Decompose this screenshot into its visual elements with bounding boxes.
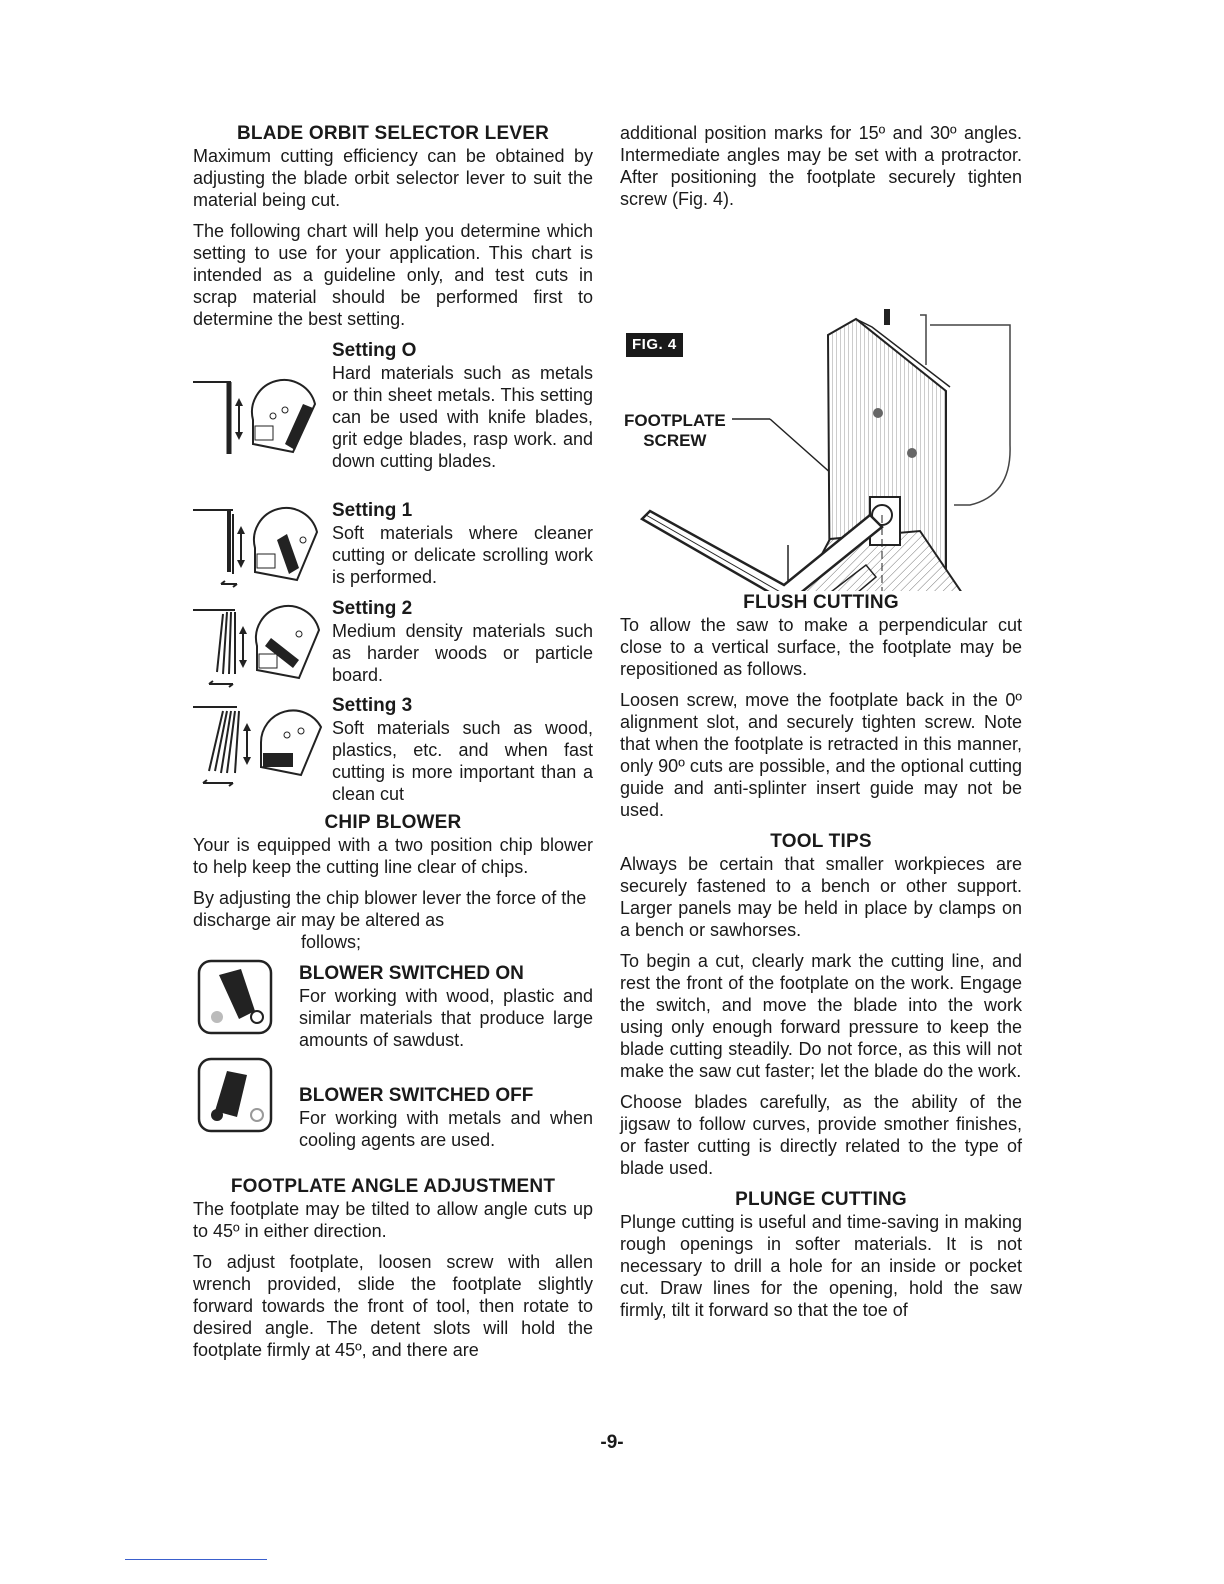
page-number: -9- xyxy=(600,1432,624,1453)
setting-0-text: Hard materials such as metals or thin sheet metals. This setting can be used with knife blades, grit edge blades, rasp work. and down cutting blades. xyxy=(332,363,593,471)
plunge-cutting-paragraph-1: Plunge cutting is useful and time-saving in making rough openings in softer materials. It is not necessary to drill a hole for an inside or pocket cut. Draw lines for the opening, hold the saw firmly, tilt it forward so that the toe of xyxy=(620,1212,1022,1320)
footplate-angle-heading: FOOTPLATE ANGLE ADJUSTMENT xyxy=(230,1176,556,1197)
plunge-cutting-heading: PLUNGE CUTTING xyxy=(735,1189,907,1210)
chip-blower-paragraph-2b: follows; xyxy=(301,932,362,952)
setting-1-text: Soft materials where cleaner cutting or delicate scrolling work is performed. xyxy=(332,523,593,587)
flush-cutting-heading: FLUSH CUTTING xyxy=(743,592,899,613)
setting-2-title: Setting 2 xyxy=(332,598,413,619)
setting-3 xyxy=(193,695,593,811)
setting-1-title: Setting 1 xyxy=(332,500,413,521)
callout-line-2: SCREW xyxy=(643,431,707,450)
orbit-setting-3-icon xyxy=(193,701,323,791)
setting-2 xyxy=(193,598,593,695)
orbit-paragraph-1: Maximum cutting efficiency can be obtained by adjusting the blade orbit selector lever to suit the material being cut. xyxy=(193,146,593,210)
chip-blower-paragraph-1: Your is equipped with a two position chip blower to help keep the cutting line clear of chips. xyxy=(193,835,593,877)
tool-tips-paragraph-2: To begin a cut, clearly mark the cutting line, and rest the front of the footplate on the work. Engage the switch, and move the blade into the work using only enough forward pressure to keep the blade cutting steadily. Do not force, as this will not make the saw cut faster; let the blade do the work. xyxy=(620,951,1022,1081)
footer-rule xyxy=(125,1559,267,1560)
chip-blower-heading: CHIP BLOWER xyxy=(324,812,462,833)
footplate-screw-illustration xyxy=(620,215,1022,591)
figure-4-label: FIG. 4 xyxy=(626,333,683,357)
setting-2-text: Medium density materials such as harder woods or particle board. xyxy=(332,621,593,685)
right-column xyxy=(620,122,1022,1330)
blower-off-icon xyxy=(197,1057,273,1133)
footplate-angle-paragraph-2: To adjust footplate, loosen screw with allen wrench provided, slide the footplate slightly forward towards the front of tool, then rotate to desired angle. The detent slots will hold the footplate firmly at 45º, and there are xyxy=(193,1252,593,1360)
blower-on-text: For working with wood, plastic and similar materials that produce large amounts of sawdust. xyxy=(299,986,593,1050)
flush-cutting-paragraph-1: To allow the saw to make a perpendicular cut close to a vertical surface, the footplate may be repositioned as follows. xyxy=(620,615,1022,679)
setting-1 xyxy=(193,500,593,598)
footplate-angle-paragraph-1: The footplate may be tilted to allow angle cuts up to 45º in either direction. xyxy=(193,1199,593,1241)
setting-3-title: Setting 3 xyxy=(332,695,413,716)
orbit-heading: BLADE ORBIT SELECTOR LEVER xyxy=(236,123,550,144)
orbit-setting-2-icon xyxy=(193,604,323,694)
orbit-paragraph-2: The following chart will help you determine which setting to use for your application. This chart is intended as a guideline only, and test cuts in scrap material should be performed first to determine the best setting. xyxy=(193,221,593,329)
callout-line-1: FOOTPLATE xyxy=(624,411,726,430)
footplate-continued-paragraph: additional position marks for 15º and 30º angles. Intermediate angles may be set with a protractor. After positioning the footplate securely tighten screw (Fig. 4). xyxy=(620,123,1022,209)
blower-on-title: BLOWER SWITCHED ON xyxy=(299,963,524,984)
orbit-setting-0-icon xyxy=(193,374,323,464)
chip-blower-paragraph-2: By adjusting the chip blower lever the force of the discharge air may be altered as xyxy=(193,888,587,930)
blower-off-title: BLOWER SWITCHED OFF xyxy=(299,1085,534,1106)
flush-cutting-paragraph-2: Loosen screw, move the footplate back in the 0º alignment slot, and securely tighten screw. Note that when the footplate is retracted in this manner, only 90º cuts are possible, and the optional cutting guide and anti-splinter insert guide may not be used. xyxy=(620,690,1022,820)
blower-on-icon xyxy=(197,959,273,1035)
left-column xyxy=(193,122,593,1370)
figure-4 xyxy=(620,215,1022,591)
orbit-setting-1-icon xyxy=(193,504,323,594)
blower-off-text: For working with metals and when cooling agents are used. xyxy=(299,1108,593,1150)
tool-tips-paragraph-3: Choose blades carefully, as the ability of the jigsaw to follow curves, provide smother finishes, or faster cutting is directly related to the type of blade used. xyxy=(620,1092,1022,1178)
tool-tips-heading: TOOL TIPS xyxy=(770,831,872,852)
setting-0 xyxy=(193,340,593,492)
blower-off xyxy=(193,1085,593,1175)
setting-3-text: Soft materials such as wood, plastics, etc. and when fast cutting is more important than a clean cut xyxy=(332,718,593,804)
setting-0-title: Setting O xyxy=(332,340,417,361)
tool-tips-paragraph-1: Always be certain that smaller workpieces are securely fastened to a bench or other support. Larger panels may be held in place by clamps on a bench or sawhorses. xyxy=(620,854,1022,940)
